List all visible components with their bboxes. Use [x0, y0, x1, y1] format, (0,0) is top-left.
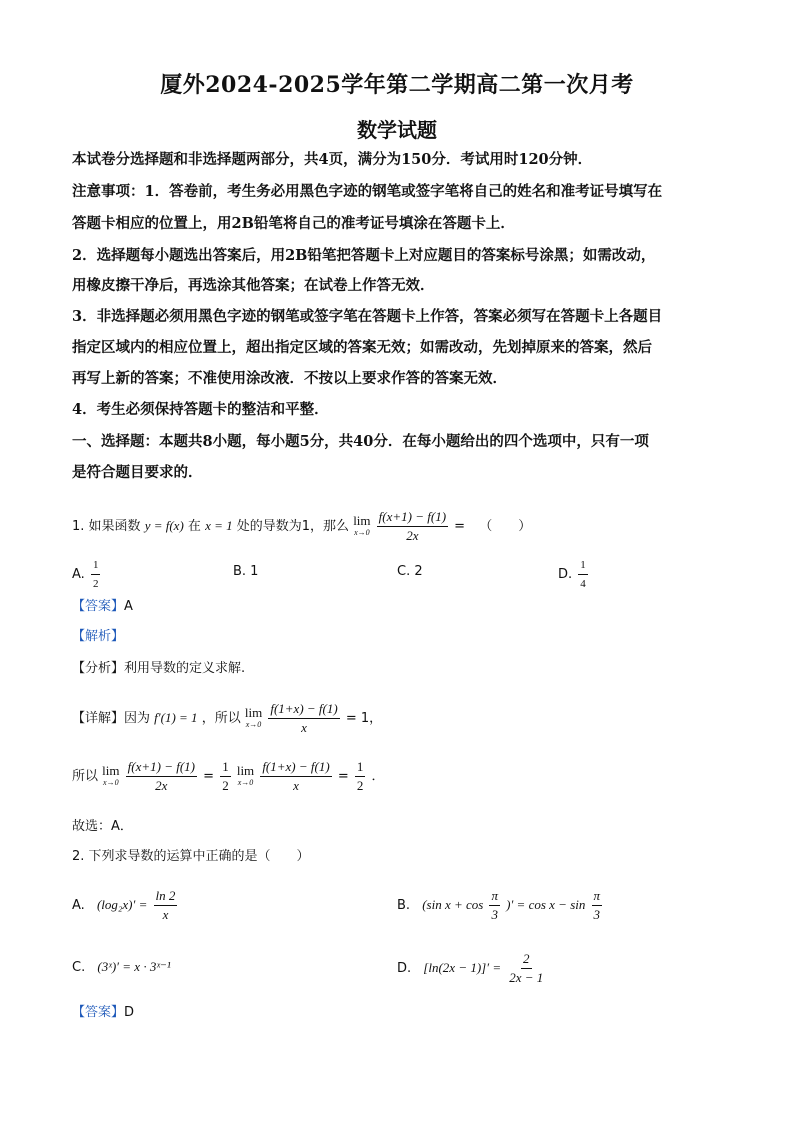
instruction-line: 答题卡相应的位置上，用2B铅笔将自己的准考证号填涂在答题卡上． — [72, 215, 515, 232]
instruction-line: 2．选择题每小题选出答案后，用2B铅笔把答题卡上对应题目的答案标号涂黑；如需改动， — [72, 247, 656, 264]
section-heading: 是符合题目要求的． — [72, 464, 203, 481]
q1-fenxi: 【分析】利用导数的定义求解. — [72, 661, 246, 676]
section-heading: 一、选择题：本题共8小题，每小题5分，共40分．在每小题给出的四个选项中，只有一项 — [72, 433, 649, 450]
q2-option-d[interactable]: D. [ln(2x − 1)]′ = $\frac{2}{2x - 1}$ — [397, 951, 544, 985]
limit-operator: lim x→0 — [353, 512, 371, 537]
instruction-line: 注意事项：1．答卷前，考生务必用黑色字迹的钢笔或签字笔将自己的姓名和准考证号填写在 — [72, 183, 663, 200]
question-1-stem: 1. 如果函数 y = f(x) 在 x = 1 处的导数为1，那么 lim x→0 $\frac{f(x+1) - f(1)}{2x}$ = （ ） — [72, 509, 532, 543]
fraction: $\frac{f(x+1) - f(1)}{2x}$ — [378, 509, 447, 543]
q1-answer: 【答案】A — [72, 599, 133, 614]
instruction-line: 指定区域内的相应位置上，超出指定区域的答案无效；如需改动，先划掉原来的答案，然后 — [72, 339, 652, 356]
q1-option-a[interactable]: A. $\frac{1}{2}$ — [72, 556, 102, 593]
q1-xiangjie: 【详解】因为 f′(1) = 1 ，所以 lim x→0 $\frac{f(1+x) - f(1)}{x}$ = 1， — [72, 701, 383, 735]
q1-choose: 故选：A． — [72, 819, 133, 834]
instruction-line: 3．非选择题必须用黑色字迹的钢笔或签字笔在答题卡上作答，答案必须写在答题卡上各题目 — [72, 308, 663, 325]
instruction-line: 本试卷分选择题和非选择题两部分，共4页，满分为150分．考试用时120分钟． — [72, 151, 593, 168]
q1-option-d[interactable]: D. $\frac{1}{4}$ — [558, 556, 590, 593]
q1-solution-line: 所以 lim x→0 $\frac{f(x+1) - f(1)}{2x}$ = $\frac{1}{2}$ lim x→0 $\frac{f(1+x) - f(1)}{x}$ = $\frac{1}{2}$ ． — [72, 759, 385, 793]
question-2-stem: 2. 下列求导数的运算中正确的是（ ） — [72, 849, 310, 864]
q2-option-b[interactable]: B. (sin x + cos $\frac{\pi}{3}$ )′ = cos x − sin $\frac{\pi}{3}$ — [397, 888, 601, 922]
instruction-line: 4．考生必须保持答题卡的整洁和平整． — [72, 401, 329, 418]
q1-analysis-tag: 【解析】 — [72, 629, 125, 644]
exam-subtitle: 数学试题 — [357, 118, 437, 142]
q1-option-b[interactable]: B. 1 — [233, 564, 259, 579]
q2-answer: 【答案】D — [72, 1005, 135, 1020]
instruction-line: 再写上新的答案；不准使用涂改液．不按以上要求作答的答案无效． — [72, 370, 507, 387]
q2-option-c[interactable]: C. (3ˣ)′ = x · 3ˣ⁻¹ — [72, 959, 171, 975]
q2-option-a[interactable]: A. (log₂x)′ = $\frac{\ln 2}{x}$ — [72, 888, 176, 922]
instruction-line: 用橡皮擦干净后，再选涂其他答案；在试卷上作答无效． — [72, 277, 435, 294]
exam-title: 厦外2024-2025学年第二学期高二第一次月考 — [160, 72, 634, 98]
q1-option-c[interactable]: C. 2 — [397, 564, 423, 579]
